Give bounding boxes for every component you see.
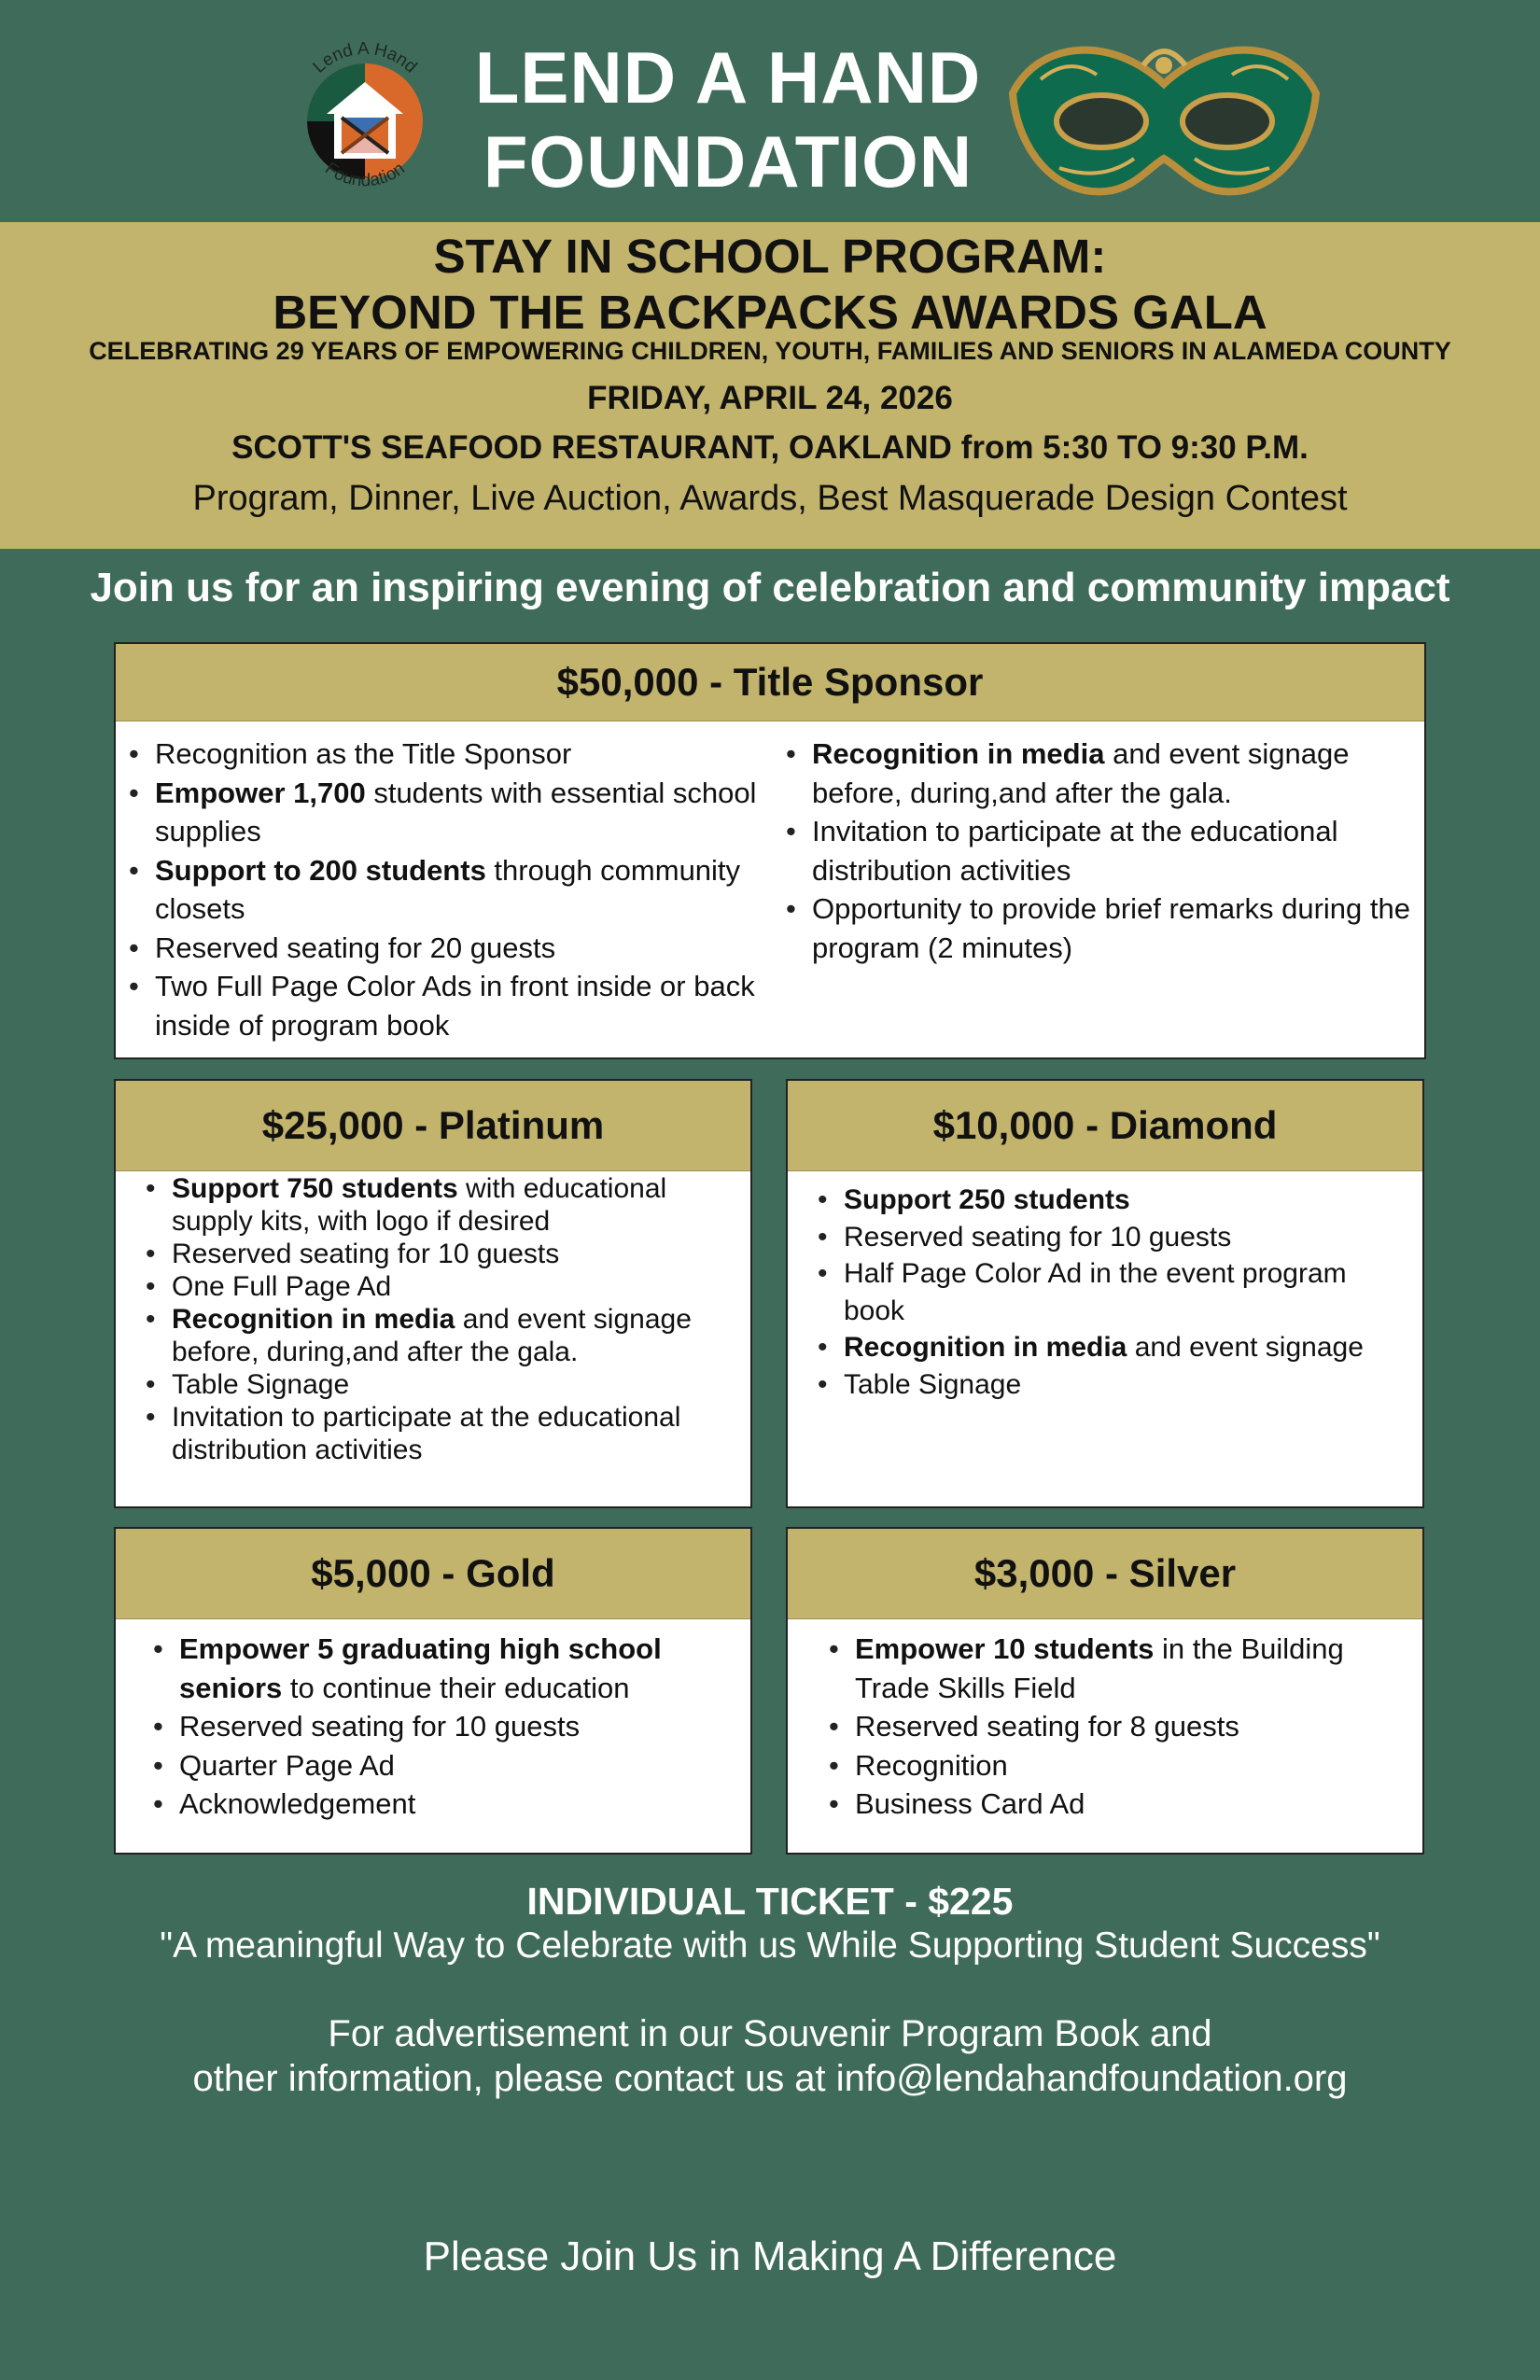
benefit-item [819, 1746, 1417, 1785]
benefit-item [808, 1366, 1415, 1404]
benefit-text: Reserved seating for 10 guests [172, 1239, 560, 1269]
benefit-item [144, 1630, 741, 1707]
benefit-item [136, 1238, 743, 1270]
benefit-item [144, 1785, 741, 1824]
benefit-text: and event signage before, during,and after the gala. [812, 737, 1350, 809]
benefit-emphasis: Support 250 students [844, 1184, 1130, 1215]
title-sponsor-benefits-right [777, 735, 1430, 967]
benefit-text: Two Full Page Color Ads in front inside or back inside of program book [155, 970, 755, 1042]
benefit-item [808, 1329, 1415, 1366]
diamond-heading: $10,000 - Diamond [788, 1081, 1422, 1171]
silver-benefits [819, 1630, 1417, 1824]
benefit-item [819, 1630, 1417, 1707]
gold-benefits [144, 1630, 741, 1824]
platinum-benefits [136, 1172, 743, 1466]
benefit-item [119, 735, 791, 774]
benefit-text: Table Signage [172, 1369, 350, 1400]
benefit-text: Reserved seating for 20 guests [155, 931, 556, 964]
benefit-item [144, 1746, 741, 1785]
platinum-card [114, 1079, 752, 1508]
benefit-text: Half Page Color Ad in the event program book [844, 1258, 1347, 1326]
benefit-text: Opportunity to provide brief remarks during the program (2 minutes) [812, 892, 1410, 964]
program-title-line2: BEYOND THE BACKPACKS AWARDS GALA [273, 286, 1267, 339]
benefit-item [777, 889, 1430, 967]
benefit-text: to continue their education [282, 1671, 630, 1704]
benefit-emphasis: Empower 1,700 [155, 776, 366, 809]
benefit-text: Acknowledgement [179, 1787, 416, 1820]
benefit-item [119, 774, 791, 851]
benefit-text: One Full Page Ad [172, 1271, 392, 1302]
ticket-quote: "A meaningful Way to Celebrate with us While Supporting Student Success" [160, 1925, 1380, 1966]
svg-text:Foundation: Foundation [321, 159, 409, 191]
benefit-item [819, 1785, 1417, 1824]
benefit-item [144, 1707, 741, 1746]
benefit-text: Invitation to participate at the educational distribution activities [812, 815, 1338, 887]
benefit-item [808, 1182, 1415, 1219]
gold-card [114, 1527, 752, 1855]
benefit-emphasis: Support to 200 students [155, 853, 486, 887]
celebrating-line: CELEBRATING 29 YEARS OF EMPOWERING CHILDREN, YOUTH, FAMILIES AND SENIORS IN ALAMEDA COUNTY [89, 337, 1451, 365]
event-activities: Program, Dinner, Live Auction, Awards, Best Masquerade Design Contest [192, 479, 1348, 518]
benefit-text: students with essential school supplies [155, 776, 757, 847]
masquerade-mask-icon [1003, 28, 1325, 205]
benefit-item [136, 1368, 743, 1401]
benefit-text: Reserved seating for 10 guests [844, 1221, 1232, 1253]
benefit-text: Reserved seating for 8 guests [855, 1710, 1239, 1743]
title-sponsor-heading: $50,000 - Title Sponsor [116, 644, 1424, 721]
benefit-emphasis: Recognition in media [844, 1332, 1127, 1363]
contact-line1: For advertisement in our Souvenir Program Book and [328, 2013, 1212, 2054]
org-name-line1: LEND A HAND [474, 36, 982, 119]
foundation-logo [286, 28, 444, 215]
benefit-emphasis: Recognition in media [172, 1304, 455, 1335]
benefit-text: and event signage [1127, 1332, 1364, 1363]
join-headline: Join us for an inspiring evening of celebration and community impact [90, 565, 1450, 610]
benefit-text: Business Card Ad [855, 1787, 1085, 1820]
svg-text:Lend A Hand: Lend A Hand [309, 38, 421, 77]
silver-heading: $3,000 - Silver [788, 1529, 1422, 1619]
contact-line2: other information, please contact us at info@lendahandfoundation.org [192, 2058, 1348, 2099]
benefit-text: and event signage before, during,and after the gala. [172, 1304, 692, 1367]
benefit-item [136, 1172, 743, 1238]
benefit-emphasis: Empower 10 students [855, 1632, 1155, 1665]
silver-card [786, 1527, 1424, 1855]
benefit-item [136, 1401, 743, 1466]
title-sponsor-card [114, 642, 1426, 1059]
benefit-text: Recognition [855, 1748, 1008, 1782]
diamond-benefits [808, 1182, 1415, 1403]
gold-heading: $5,000 - Gold [116, 1529, 750, 1619]
benefit-text: Invitation to participate at the educational distribution activities [172, 1402, 681, 1465]
benefit-item [808, 1255, 1415, 1329]
benefit-text: in the Building Trade Skills Field [855, 1632, 1344, 1704]
program-band [0, 222, 1540, 549]
benefit-item [808, 1219, 1415, 1256]
org-name [467, 35, 989, 203]
event-venue: SCOTT'S SEAFOOD RESTAURANT, OAKLAND from 5:30 TO 9:30 P.M. [231, 429, 1309, 466]
benefit-item [119, 929, 791, 968]
individual-ticket: INDIVIDUAL TICKET - $225 [526, 1880, 1014, 1923]
benefit-item [136, 1270, 743, 1303]
benefit-emphasis: Support 750 students [172, 1173, 458, 1204]
benefit-item [136, 1303, 743, 1368]
benefit-text: Reserved seating for 10 guests [179, 1710, 581, 1743]
benefit-emphasis: Empower 5 graduating high school seniors [179, 1632, 662, 1704]
org-name-line2: FOUNDATION [483, 120, 973, 203]
benefit-item [119, 851, 791, 929]
benefit-text: through community closets [155, 853, 741, 925]
title-sponsor-benefits-left [119, 735, 791, 1044]
benefit-item [777, 812, 1430, 889]
benefit-text: Table Signage [844, 1368, 1022, 1400]
program-title-line1: STAY IN SCHOOL PROGRAM: [433, 230, 1107, 283]
benefit-emphasis: Recognition in media [812, 737, 1105, 770]
benefit-item [777, 735, 1430, 812]
benefit-text: with educational supply kits, with logo if desired [172, 1173, 667, 1237]
platinum-heading: $25,000 - Platinum [116, 1081, 750, 1171]
diamond-card [786, 1079, 1424, 1508]
benefit-text: Recognition as the Title Sponsor [155, 737, 572, 770]
event-date: FRIDAY, APRIL 24, 2026 [587, 380, 953, 416]
benefit-text: Quarter Page Ad [179, 1748, 395, 1782]
benefit-item [119, 967, 791, 1044]
closing-line: Please Join Us in Making A Difference [423, 2233, 1117, 2279]
benefit-item [819, 1707, 1417, 1746]
